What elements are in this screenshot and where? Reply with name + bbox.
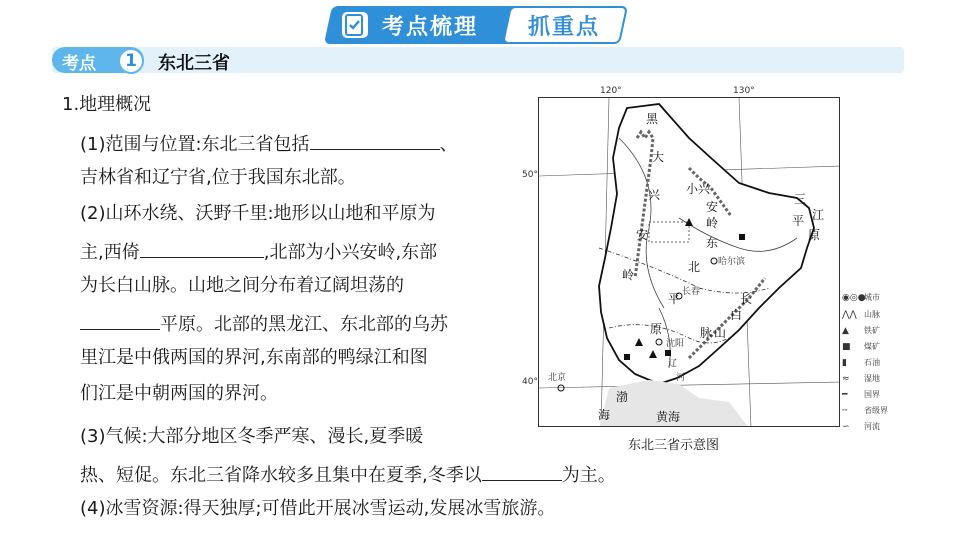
checklist-icon [342,12,368,38]
coal-mine-marker [624,354,630,360]
map-label-liao: 辽 [668,359,678,369]
legend-iron: ▲ 铁矿 [842,326,880,336]
map-label-da: 大 [652,150,665,164]
legend-city: ◉◎●城市 [842,293,880,303]
iron-mine-icon: ▲ [842,326,849,336]
section-banner [328,6,628,44]
map-label-bei: 北 [688,260,701,274]
map-label-hai: 海 [598,408,611,422]
oil-icon: ▮ [842,358,847,368]
p3-line2 [80,462,616,487]
topic-number: 1 [118,48,144,74]
map-label-hei: 黑 [646,112,659,126]
banner-subtitle: 抓重点 [528,15,601,40]
map-label-dong: 东 [706,236,719,250]
lat-40-label: 40° [522,377,538,387]
map-label-ling: 岭 [622,268,635,282]
answer-blank[interactable] [310,131,440,150]
map-label-yuan: 原 [650,322,663,336]
map-label-shan: 山 [714,326,727,340]
parallel-40 [539,382,840,388]
map-label-san1: 三 [794,192,807,206]
map-label-xiaoxing: 小兴 [686,182,711,196]
legend-mountain: ⋀⋀ 山脉 [842,310,880,320]
map-label-san2: 江 [812,208,825,222]
p2-line4 [80,311,448,336]
p1-line1-text: (1)范围与位置:东北三省包括 [80,134,310,155]
p3-line1: (3)气候:大部分地区冬季严寒、漫长,夏季暖 [80,426,424,447]
banner-title: 考点梳理 [382,15,479,40]
topic-title: 东北三省 [158,53,230,74]
lon-120-label: 120° [600,86,622,96]
coal-mine-icon: ■ [842,342,851,352]
city-icon: ◉◎● [842,293,866,303]
wetland-icon: ≈ [842,374,850,384]
map-label-beijing: 北京 [548,373,567,383]
map-caption: 东北三省示意图 [628,438,720,453]
p2-line2-text: 主,西倚 [80,242,140,263]
map-label-bai: 白 [730,308,743,322]
map-label-harbin: 哈尔滨 [718,257,746,267]
national-border-icon: ━ [842,390,848,400]
map-label-huanghai: 黄海 [656,410,681,424]
map-label-an: 安 [636,228,649,242]
map-label-san3: 平 [792,214,805,228]
p1-line2: 吉林省和辽宁省,位于我国东北部。 [80,167,356,188]
p3-line2-end: 为主。 [561,465,616,486]
p1-line1-end: 、 [439,134,458,155]
river-icon: ∽ [842,422,850,432]
p2-line6: 们江是中朝两国的界河。 [80,383,278,404]
answer-blank[interactable] [482,462,562,481]
p3-line2-text: 热、短促。东北三省降水较多且集中在夏季,冬季以 [80,465,482,486]
mountain-icon: ⋀⋀ [842,310,857,320]
city-marker [558,385,564,391]
map-label-ping: 平 [668,292,681,306]
section-heading: 1.地理概况 [62,94,152,115]
map-label-changchun: 长春 [682,287,701,297]
p2-line2 [80,239,437,264]
p2-line3: 为长白山脉。山地之间分布着辽阔坦荡的 [80,275,404,296]
p2-line2-end: ,北部为小兴安岭,东部 [263,242,438,263]
provincial-border-icon: ╌ [842,406,848,416]
legend-oil: ▮ 石油 [842,358,880,368]
p2-line5: 里江是中俄两国的界河,东南部的鸭绿江和图 [80,347,428,368]
map-label-san4: 原 [808,228,821,242]
map-label-mai: 脉 [700,326,713,340]
map-label-an2: 安 [706,200,719,214]
legend-provincial-border: ╌ 省级界 [842,406,888,416]
map-label-bo: 渤 [616,390,629,404]
answer-blank[interactable] [80,311,160,330]
coal-mine-marker [739,234,745,240]
lon-130-label: 130° [733,86,755,96]
p2-line4-text: 平原。北部的黑龙江、东北部的乌苏 [160,314,448,335]
p1-line1 [80,131,458,156]
legend-river: ∽ 河流 [842,422,880,432]
map-label-xing: 兴 [648,188,661,202]
p2-line1: (2)山环水绕、沃野千里:地形以山地和平原为 [80,203,436,224]
lat-50-label: 50° [522,170,538,180]
legend-coal: ■ 煤矿 [842,342,880,352]
legend-wetland: ≈ 湿地 [842,374,880,384]
map-label-shenyang: 沈阳 [666,339,685,349]
answer-blank[interactable] [140,239,264,258]
p4-line1: (4)冰雪资源:得天独厚;可借此开展冰雪运动,发展冰雪旅游。 [80,498,556,519]
map-label-he: 河 [676,373,686,383]
legend-national-border: ━ 国界 [842,390,880,400]
map-label-chang: 长 [740,292,753,306]
map-label-ling2: 岭 [706,216,719,230]
topic-tag: 考点 [62,54,96,74]
